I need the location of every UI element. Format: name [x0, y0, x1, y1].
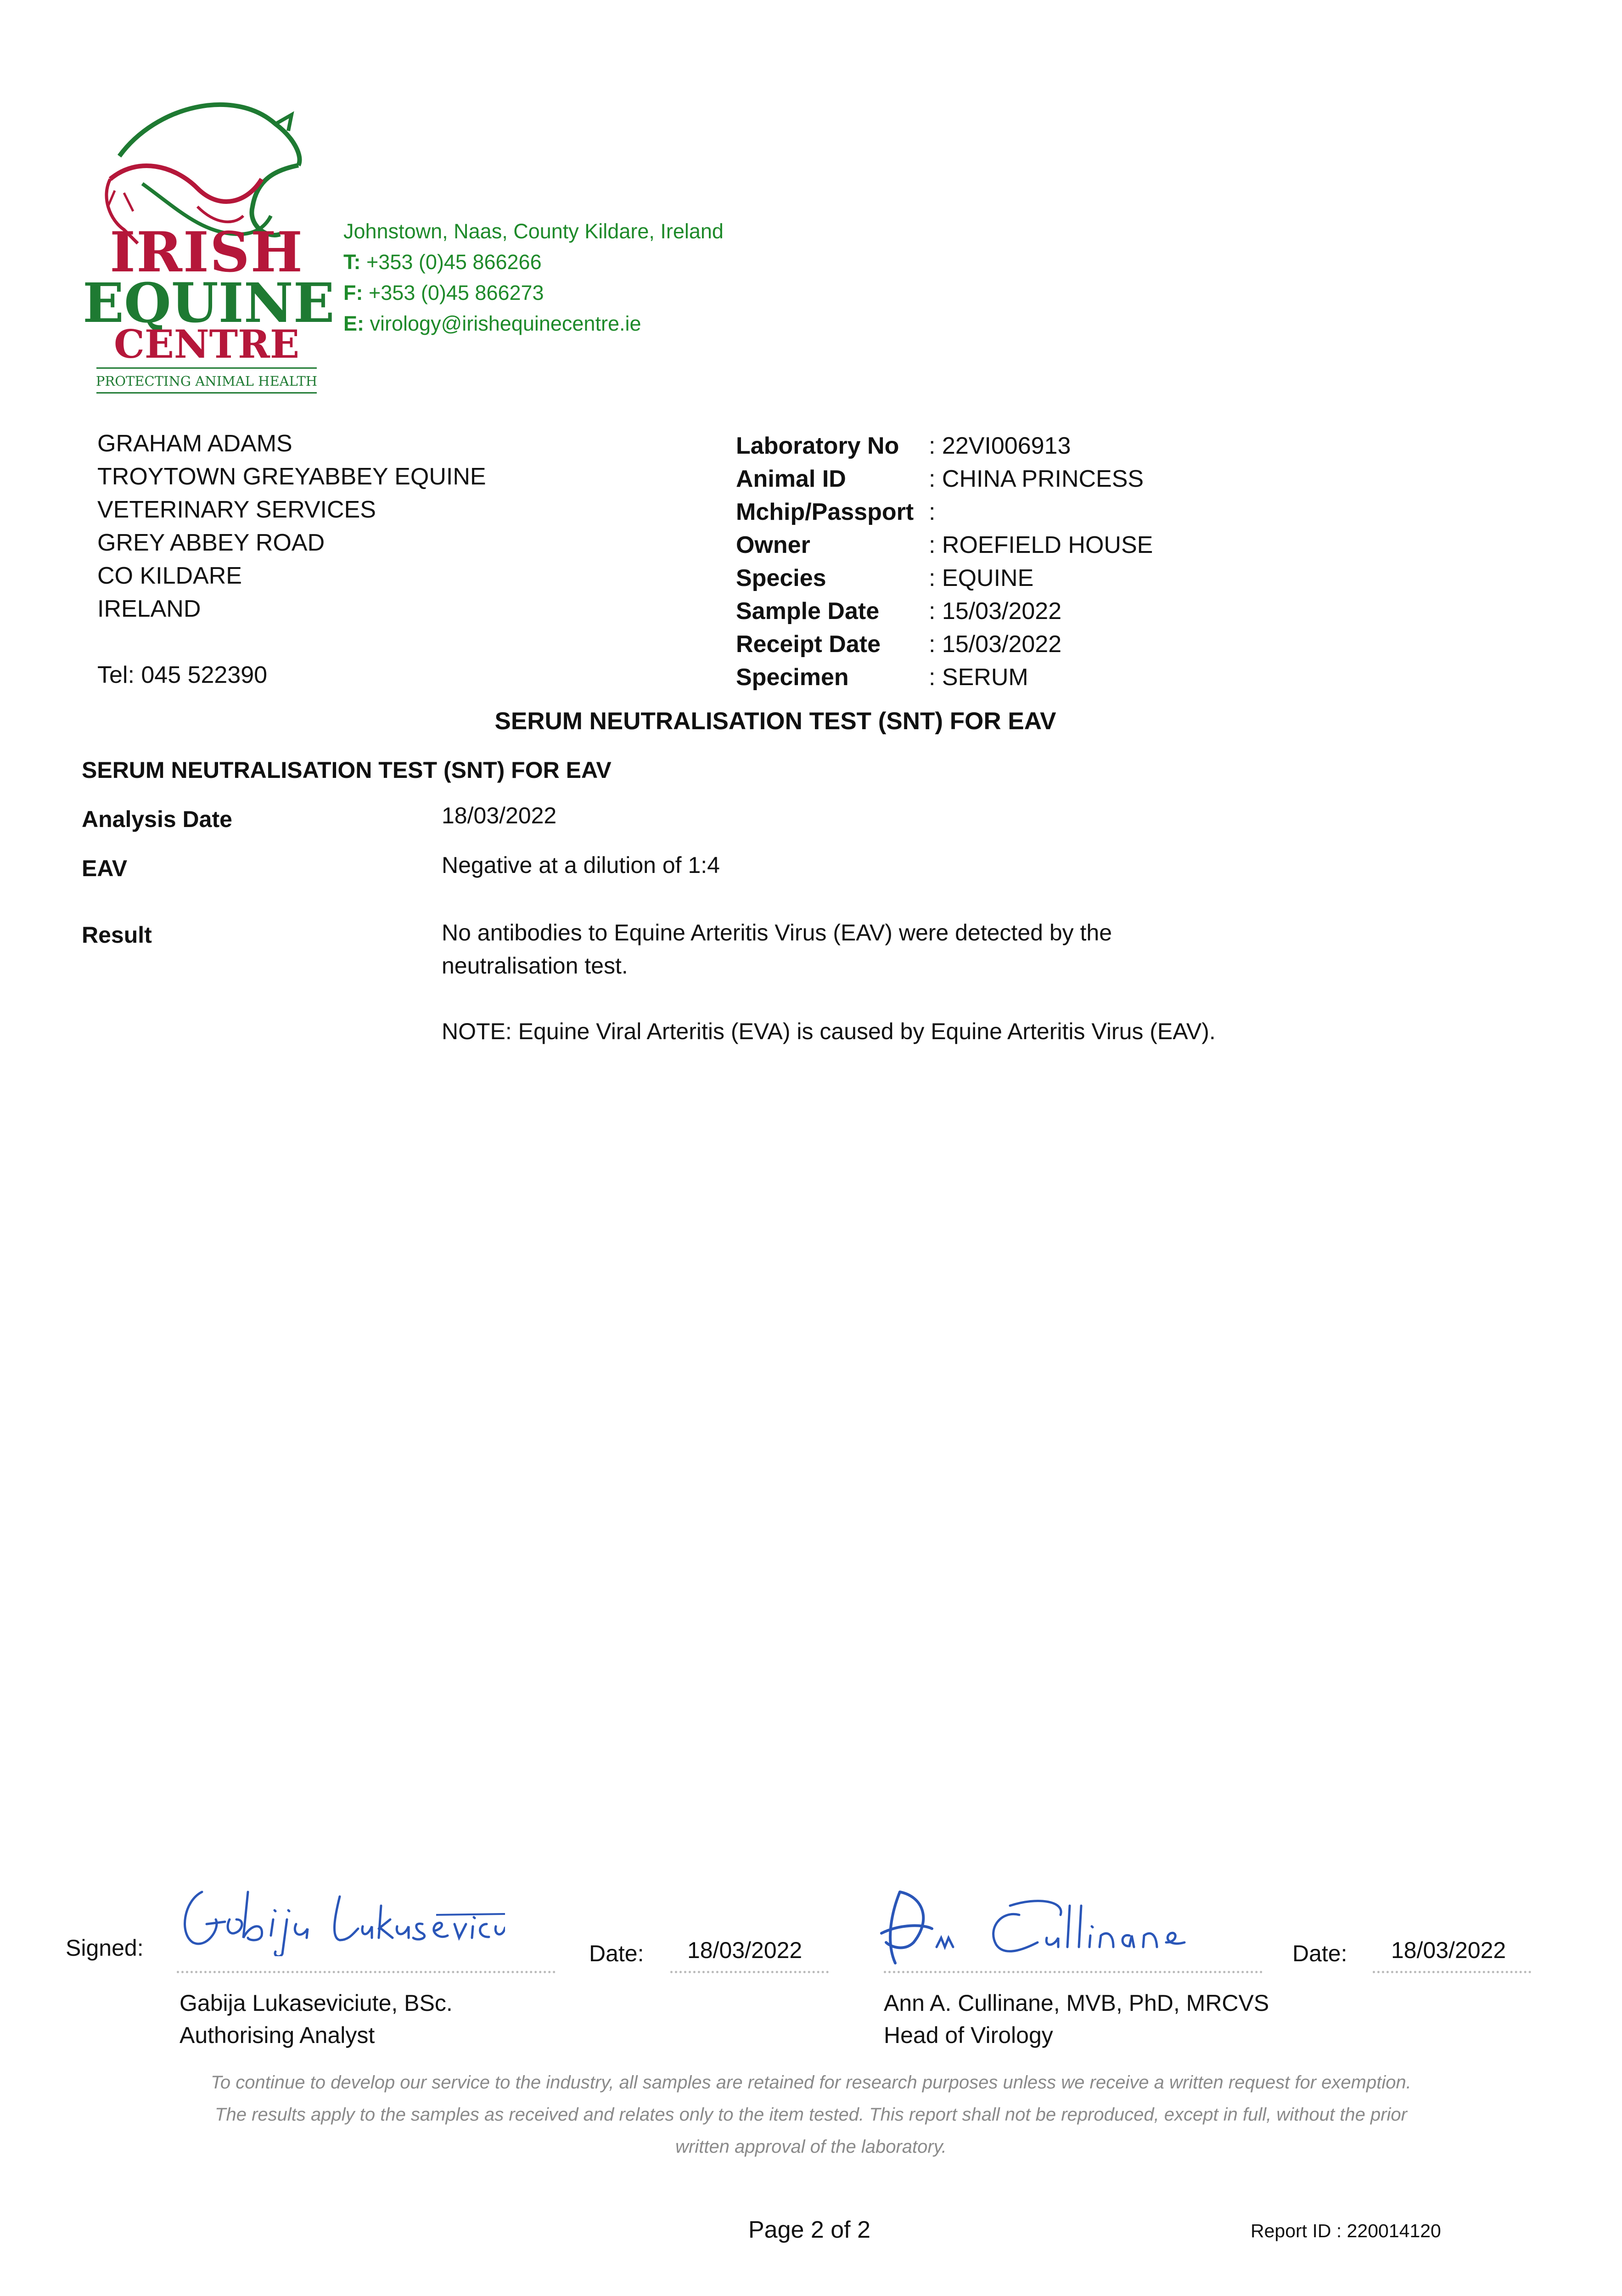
email-label: E:	[343, 312, 364, 335]
date-label-right: Date:	[1292, 1941, 1347, 1966]
recipient-line: GRAHAM ADAMS	[97, 430, 292, 457]
info-label: Owner	[736, 532, 810, 558]
info-label: Mchip/Passport	[736, 499, 914, 525]
contact-email-row	[343, 308, 724, 339]
disclaimer-line: To continue to develop our service to the industry, all samples are retained for research purposes unless we receive a written request for exemption.	[211, 2072, 1411, 2093]
logo-divider-bottom	[96, 392, 317, 394]
phone-label: T:	[343, 250, 361, 274]
logo-irish: IRISH	[109, 220, 304, 285]
signer-left	[180, 1987, 453, 2051]
result-text: No antibodies to Equine Arteritis Virus (EAV) were detected by the neutralisation test.	[442, 920, 1112, 979]
report-subtitle: SERUM NEUTRALISATION TEST (SNT) FOR EAV	[82, 757, 612, 783]
info-row	[736, 562, 1153, 595]
eav-label: EAV	[82, 855, 128, 881]
fax-label: F:	[343, 281, 363, 304]
logo-equine: EQUINE	[83, 271, 335, 335]
info-label: Species	[736, 565, 826, 591]
disclaimer	[138, 2066, 1484, 2163]
info-value: :	[929, 499, 936, 525]
disclaimer-line: The results apply to the samples as received and relates only to the item tested. This report shall not be reproduced, except in full, without the prior	[215, 2105, 1407, 2125]
info-row	[736, 661, 1153, 694]
info-value: : ROEFIELD HOUSE	[929, 532, 1153, 558]
info-value: : 22VI006913	[929, 433, 1071, 459]
logo	[83, 87, 335, 409]
disclaimer-line: written approval of the laboratory.	[675, 2137, 947, 2157]
report-id: Report ID : 220014120	[1251, 2220, 1441, 2241]
info-label: Laboratory No	[736, 433, 899, 459]
analysis-date-value: 18/03/2022	[442, 803, 557, 828]
info-value: : 15/03/2022	[929, 598, 1062, 625]
recipient-line: IRELAND	[97, 596, 201, 622]
signer-right-name: Ann A. Cullinane, MVB, PhD, MRCVS	[884, 1990, 1269, 2016]
contact-phone: +353 (0)45 866266	[366, 250, 542, 274]
info-row	[736, 462, 1153, 495]
contact-fax: +353 (0)45 866273	[369, 281, 544, 304]
signer-right-role: Head of Virology	[884, 2022, 1053, 2048]
signer-left-name: Gabija Lukaseviciute, BSc.	[180, 1990, 453, 2016]
date-label-left: Date:	[589, 1941, 644, 1966]
sample-info	[736, 429, 1153, 694]
recipient-tel: Tel: 045 522390	[97, 662, 268, 688]
info-label: Animal ID	[736, 466, 846, 492]
info-row	[736, 495, 1153, 529]
recipient-line: TROYTOWN GREYABBEY EQUINE	[97, 463, 486, 490]
date-line-left	[670, 1971, 829, 1973]
signer-left-role: Authorising Analyst	[180, 2022, 375, 2048]
signature-left-icon	[174, 1874, 505, 1956]
result-label: Result	[82, 922, 152, 948]
date-value-left: 18/03/2022	[687, 1937, 803, 1963]
contact-address: Johnstown, Naas, County Kildare, Ireland	[343, 219, 724, 243]
logo-tagline: PROTECTING ANIMAL HEALTH	[95, 373, 318, 389]
info-row	[736, 429, 1153, 462]
eav-value: Negative at a dilution of 1:4	[442, 852, 720, 878]
signer-right	[884, 1987, 1269, 2051]
info-label: Sample Date	[736, 598, 880, 625]
info-label: Receipt Date	[736, 631, 881, 658]
note-text: NOTE: Equine Viral Arteritis (EVA) is caused by Equine Arteritis Virus (EAV).	[442, 1019, 1216, 1044]
info-value: : 15/03/2022	[929, 631, 1062, 658]
contact-block	[343, 216, 724, 339]
info-label: Specimen	[736, 664, 849, 691]
date-value-right: 18/03/2022	[1391, 1937, 1506, 1963]
analysis-date-label: Analysis Date	[82, 806, 232, 832]
info-row	[736, 529, 1153, 562]
info-value: : CHINA PRINCESS	[929, 466, 1144, 492]
report-title: SERUM NEUTRALISATION TEST (SNT) FOR EAV	[494, 708, 1056, 735]
report-title-wrap	[0, 707, 1622, 735]
info-row	[736, 595, 1153, 628]
recipient-line: CO KILDARE	[97, 563, 242, 589]
page-number: Page 2 of 2	[748, 2217, 870, 2243]
contact-fax-row	[343, 277, 724, 308]
recipient-line: VETERINARY SERVICES	[97, 496, 376, 523]
signature-right-icon	[872, 1878, 1221, 1970]
logo-centre: CENTRE	[113, 321, 299, 367]
recipient-line: GREY ABBEY ROAD	[97, 529, 325, 556]
logo-divider-top	[96, 367, 317, 369]
date-line-right	[1373, 1971, 1531, 1973]
info-value: : SERUM	[929, 664, 1028, 691]
signed-label: Signed:	[66, 1935, 144, 1961]
info-row	[736, 628, 1153, 661]
signature-line-right	[884, 1971, 1263, 1973]
recipient-address	[97, 427, 486, 692]
contact-phone-row	[343, 247, 724, 277]
info-value: : EQUINE	[929, 565, 1034, 591]
signature-line-left	[177, 1971, 556, 1973]
contact-email[interactable]: virology@irishequinecentre.ie	[370, 312, 641, 335]
